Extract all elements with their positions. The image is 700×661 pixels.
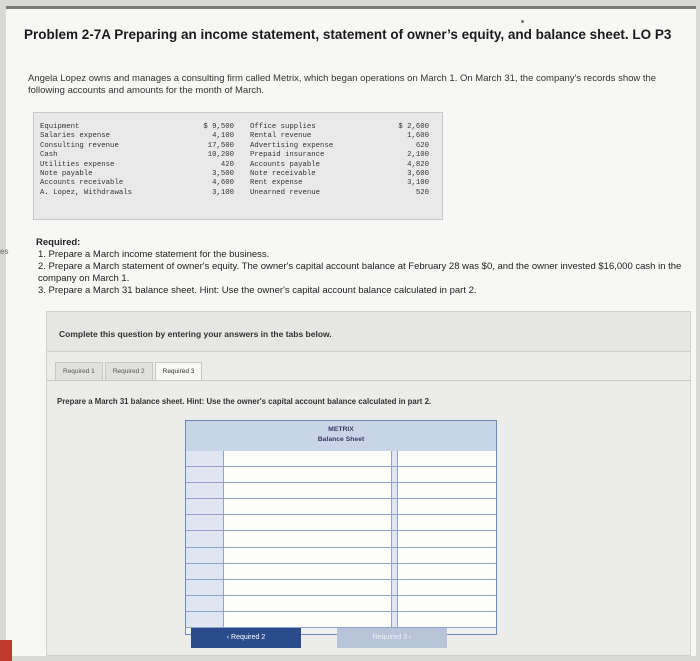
balance-sheet-input-cell[interactable] <box>398 580 496 595</box>
right-name-3: Prepaid insurance <box>250 151 325 160</box>
balance-sheet-row <box>186 467 496 483</box>
balance-sheet-input-cell <box>186 580 224 595</box>
left-name-2: Consulting revenue <box>40 141 119 150</box>
accounts-right-names <box>250 123 380 198</box>
balance-sheet-input-cell[interactable] <box>398 564 496 579</box>
left-name-4: Utilities expense <box>40 160 115 169</box>
left-amount-2: 17,500 <box>207 141 234 150</box>
left-amount-4: 420 <box>220 160 234 169</box>
tab-required-3[interactable]: Required 3 <box>155 362 203 380</box>
right-amount-5: 3,600 <box>407 169 429 178</box>
balance-sheet-input-cell[interactable] <box>224 451 392 466</box>
balance-sheet-input-cell[interactable] <box>224 483 392 498</box>
balance-sheet-input-cell[interactable] <box>398 596 496 611</box>
balance-sheet-input-cell[interactable] <box>398 451 496 466</box>
answer-panel <box>46 311 691 656</box>
balance-sheet-input-cell <box>186 499 224 514</box>
left-amount-1: 4,100 <box>212 132 234 141</box>
balance-sheet-input-cell <box>186 564 224 579</box>
accounts-left-names <box>40 123 170 198</box>
balance-sheet-input-cell <box>186 515 224 530</box>
left-amount-6: 4,600 <box>212 179 234 188</box>
balance-sheet-rows <box>186 451 496 628</box>
right-amount-4: 4,820 <box>407 160 429 169</box>
left-name-5: Note payable <box>40 169 93 178</box>
company-name: METRIX <box>328 426 354 433</box>
balance-sheet-input-cell[interactable] <box>398 499 496 514</box>
balance-sheet-input-cell[interactable] <box>398 612 496 627</box>
balance-sheet-input-cell[interactable] <box>398 483 496 498</box>
required-section <box>36 237 696 297</box>
right-name-4: Accounts payable <box>250 160 321 169</box>
balance-sheet-input-cell <box>186 467 224 482</box>
balance-sheet-input-cell[interactable] <box>398 467 496 482</box>
right-name-5: Note receivable <box>250 169 316 178</box>
balance-sheet-input-cell <box>186 451 224 466</box>
balance-sheet-input-cell <box>186 531 224 546</box>
right-amount-3: 2,100 <box>407 151 429 160</box>
accounts-table <box>33 112 443 220</box>
balance-sheet-input-cell[interactable] <box>224 596 392 611</box>
problem-page <box>6 6 696 656</box>
balance-sheet-input-cell[interactable] <box>398 515 496 530</box>
right-amount-0: $ 2,600 <box>398 123 429 131</box>
right-name-0: Office supplies <box>250 123 316 131</box>
balance-sheet-row <box>186 499 496 515</box>
balance-sheet-row <box>186 564 496 580</box>
left-name-3: Cash <box>40 151 58 160</box>
balance-sheet-input-cell[interactable] <box>224 467 392 482</box>
balance-sheet-table <box>185 420 497 635</box>
balance-sheet-input-cell <box>186 612 224 627</box>
right-name-2: Advertising expense <box>250 141 334 150</box>
balance-sheet-input-cell[interactable] <box>224 564 392 579</box>
panel-header <box>47 312 690 352</box>
corner-tab <box>0 640 12 661</box>
balance-sheet-input-cell[interactable] <box>224 531 392 546</box>
left-amount-5: 3,500 <box>212 169 234 178</box>
tab-required-1[interactable]: Required 1 <box>55 362 103 380</box>
left-amount-3: 10,200 <box>207 151 234 160</box>
problem-title: Problem 2-7A Preparing an income statement, statement of owner’s equity, and balance sheet. LO P3 <box>24 27 672 42</box>
right-amount-2: 620 <box>415 141 429 150</box>
balance-sheet-row <box>186 612 496 628</box>
balance-sheet-row <box>186 483 496 499</box>
balance-sheet-input-cell[interactable] <box>224 612 392 627</box>
balance-sheet-row <box>186 515 496 531</box>
right-name-1: Rental revenue <box>250 132 312 141</box>
balance-sheet-input-cell[interactable] <box>398 531 496 546</box>
balance-sheet-row <box>186 580 496 596</box>
next-tab-button[interactable]: Required 3 › <box>337 628 447 648</box>
balance-sheet-input-cell <box>186 548 224 563</box>
balance-sheet-row <box>186 451 496 467</box>
balance-sheet-input-cell[interactable] <box>224 580 392 595</box>
right-amount-1: 1,600 <box>407 132 429 141</box>
balance-sheet-header <box>186 421 496 451</box>
balance-sheet-input-cell[interactable] <box>224 548 392 563</box>
balance-sheet-row <box>186 531 496 547</box>
margin-marker: es <box>0 247 9 256</box>
left-name-6: Accounts receivable <box>40 179 124 188</box>
right-amount-6: 3,100 <box>407 179 429 188</box>
tab-divider <box>47 380 690 381</box>
tab-instruction: Prepare a March 31 balance sheet. Hint: Use the owner's capital account balance calculated in part 2. <box>57 397 432 406</box>
left-name-7: A. Lopez, Withdrawals <box>40 188 132 197</box>
balance-sheet-input-cell[interactable] <box>224 515 392 530</box>
accounts-right-amounts <box>374 123 429 198</box>
required-heading: Required: <box>36 237 81 248</box>
left-amount-0: $ 9,500 <box>203 123 234 131</box>
left-name-0: Equipment <box>40 123 80 131</box>
left-name-1: Salaries expense <box>40 132 111 141</box>
accounts-left-amounts <box>174 123 234 198</box>
tab-bar <box>55 362 204 380</box>
required-item-2: 2. Prepare a March statement of owner's equity. The owner's capital account balance at February 28 was $0, and the owner invested $16,000 cash in the company on March 1. <box>38 261 682 284</box>
right-amount-7: 520 <box>415 188 429 197</box>
left-amount-7: 3,100 <box>212 188 234 197</box>
decorative-dot <box>521 20 524 23</box>
statement-name: Balance Sheet <box>317 436 365 443</box>
problem-intro: Angela Lopez owns and manages a consulting firm called Metrix, which began operations on March 1. On March 31, the company's records show the following accounts and amounts for the month of March. <box>28 73 657 96</box>
balance-sheet-input-cell <box>186 596 224 611</box>
balance-sheet-input-cell[interactable] <box>398 548 496 563</box>
balance-sheet-row <box>186 548 496 564</box>
prev-tab-button[interactable]: ‹ Required 2 <box>191 628 301 648</box>
balance-sheet-input-cell[interactable] <box>224 499 392 514</box>
right-name-7: Unearned revenue <box>250 188 321 197</box>
required-item-1: 1. Prepare a March income statement for the business. <box>38 249 270 260</box>
right-name-6: Rent expense <box>250 179 303 188</box>
balance-sheet-row <box>186 596 496 612</box>
required-item-3: 3. Prepare a March 31 balance sheet. Hint: Use the owner's capital account balance calculated in part 2. <box>38 285 477 296</box>
balance-sheet-input-cell <box>186 483 224 498</box>
tab-required-2[interactable]: Required 2 <box>105 362 153 380</box>
panel-header-text: Complete this question by entering your answers in the tabs below. <box>59 329 332 339</box>
